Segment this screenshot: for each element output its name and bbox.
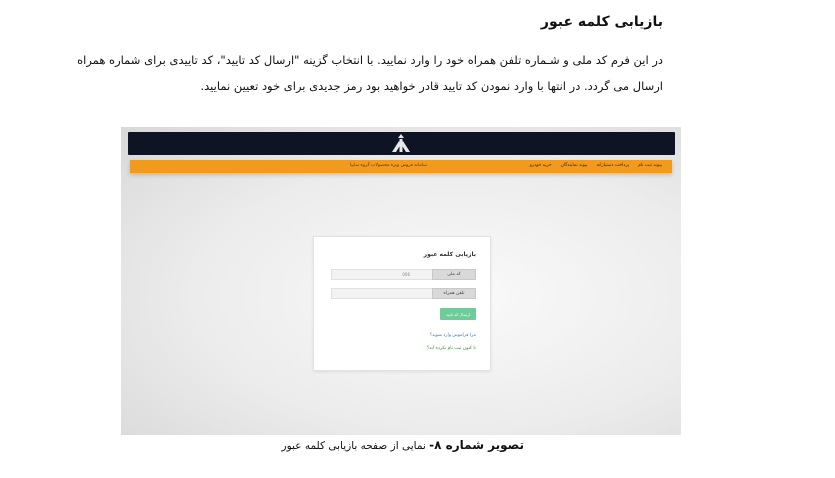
nav-menu bbox=[530, 163, 662, 168]
national-code-label: کد ملی bbox=[432, 269, 476, 280]
nav-item-register[interactable]: پیوند ثبت نام bbox=[638, 163, 662, 168]
embedded-screenshot bbox=[121, 127, 681, 435]
nav-item-dealers[interactable]: پیوند نمایندگان bbox=[560, 163, 588, 168]
nav-item-payment[interactable]: پرداخت دستیارانه bbox=[596, 163, 630, 168]
mobile-input[interactable] bbox=[331, 288, 432, 299]
mobile-row bbox=[331, 288, 476, 299]
password-recovery-card bbox=[313, 236, 491, 371]
site-tagline: سامانه فروش ویژه محصولات گروه سایپا bbox=[350, 163, 427, 168]
national-code-input[interactable]: 006 bbox=[331, 269, 432, 280]
national-code-row bbox=[331, 269, 476, 280]
caption-text: نمایی از صفحه بازیابی کلمه عبور bbox=[281, 440, 430, 452]
paragraph-line-2: ارسال می گردد. در انتها با وارد نمودن کد تایید قادر خواهید بود رمز جدیدی برای خود تعیین نمایید. bbox=[200, 79, 663, 93]
form-title: بازیابی کلمه عبور bbox=[423, 251, 476, 258]
nav-bar bbox=[130, 160, 672, 173]
paragraph-line-1: در این فرم کد ملی و شـماره تلفن همراه خود را وارد نمایید. با انتخاب گزینه "ارسال کد تایید"، کد تاییدی برای شماره همراه bbox=[77, 53, 663, 67]
mobile-label: تلفن همراه bbox=[432, 288, 476, 299]
caption-label: تصویر شماره ۸- bbox=[429, 438, 524, 452]
forgot-link[interactable]: مرا فراموش وارد شوید؟ bbox=[429, 333, 476, 338]
document-paragraph bbox=[63, 47, 663, 99]
figure-caption bbox=[281, 438, 524, 452]
send-code-button[interactable]: ارسال کد تایید bbox=[440, 308, 476, 320]
site-header bbox=[128, 132, 675, 155]
register-link[interactable]: تا کنون ثبت نام نکرده اید؟ bbox=[426, 346, 476, 351]
document-heading: بازیابی کلمه عبور bbox=[540, 14, 663, 30]
nav-item-buy-car[interactable]: خرید خودرو bbox=[529, 163, 552, 168]
saipa-logo-icon[interactable] bbox=[388, 133, 414, 154]
